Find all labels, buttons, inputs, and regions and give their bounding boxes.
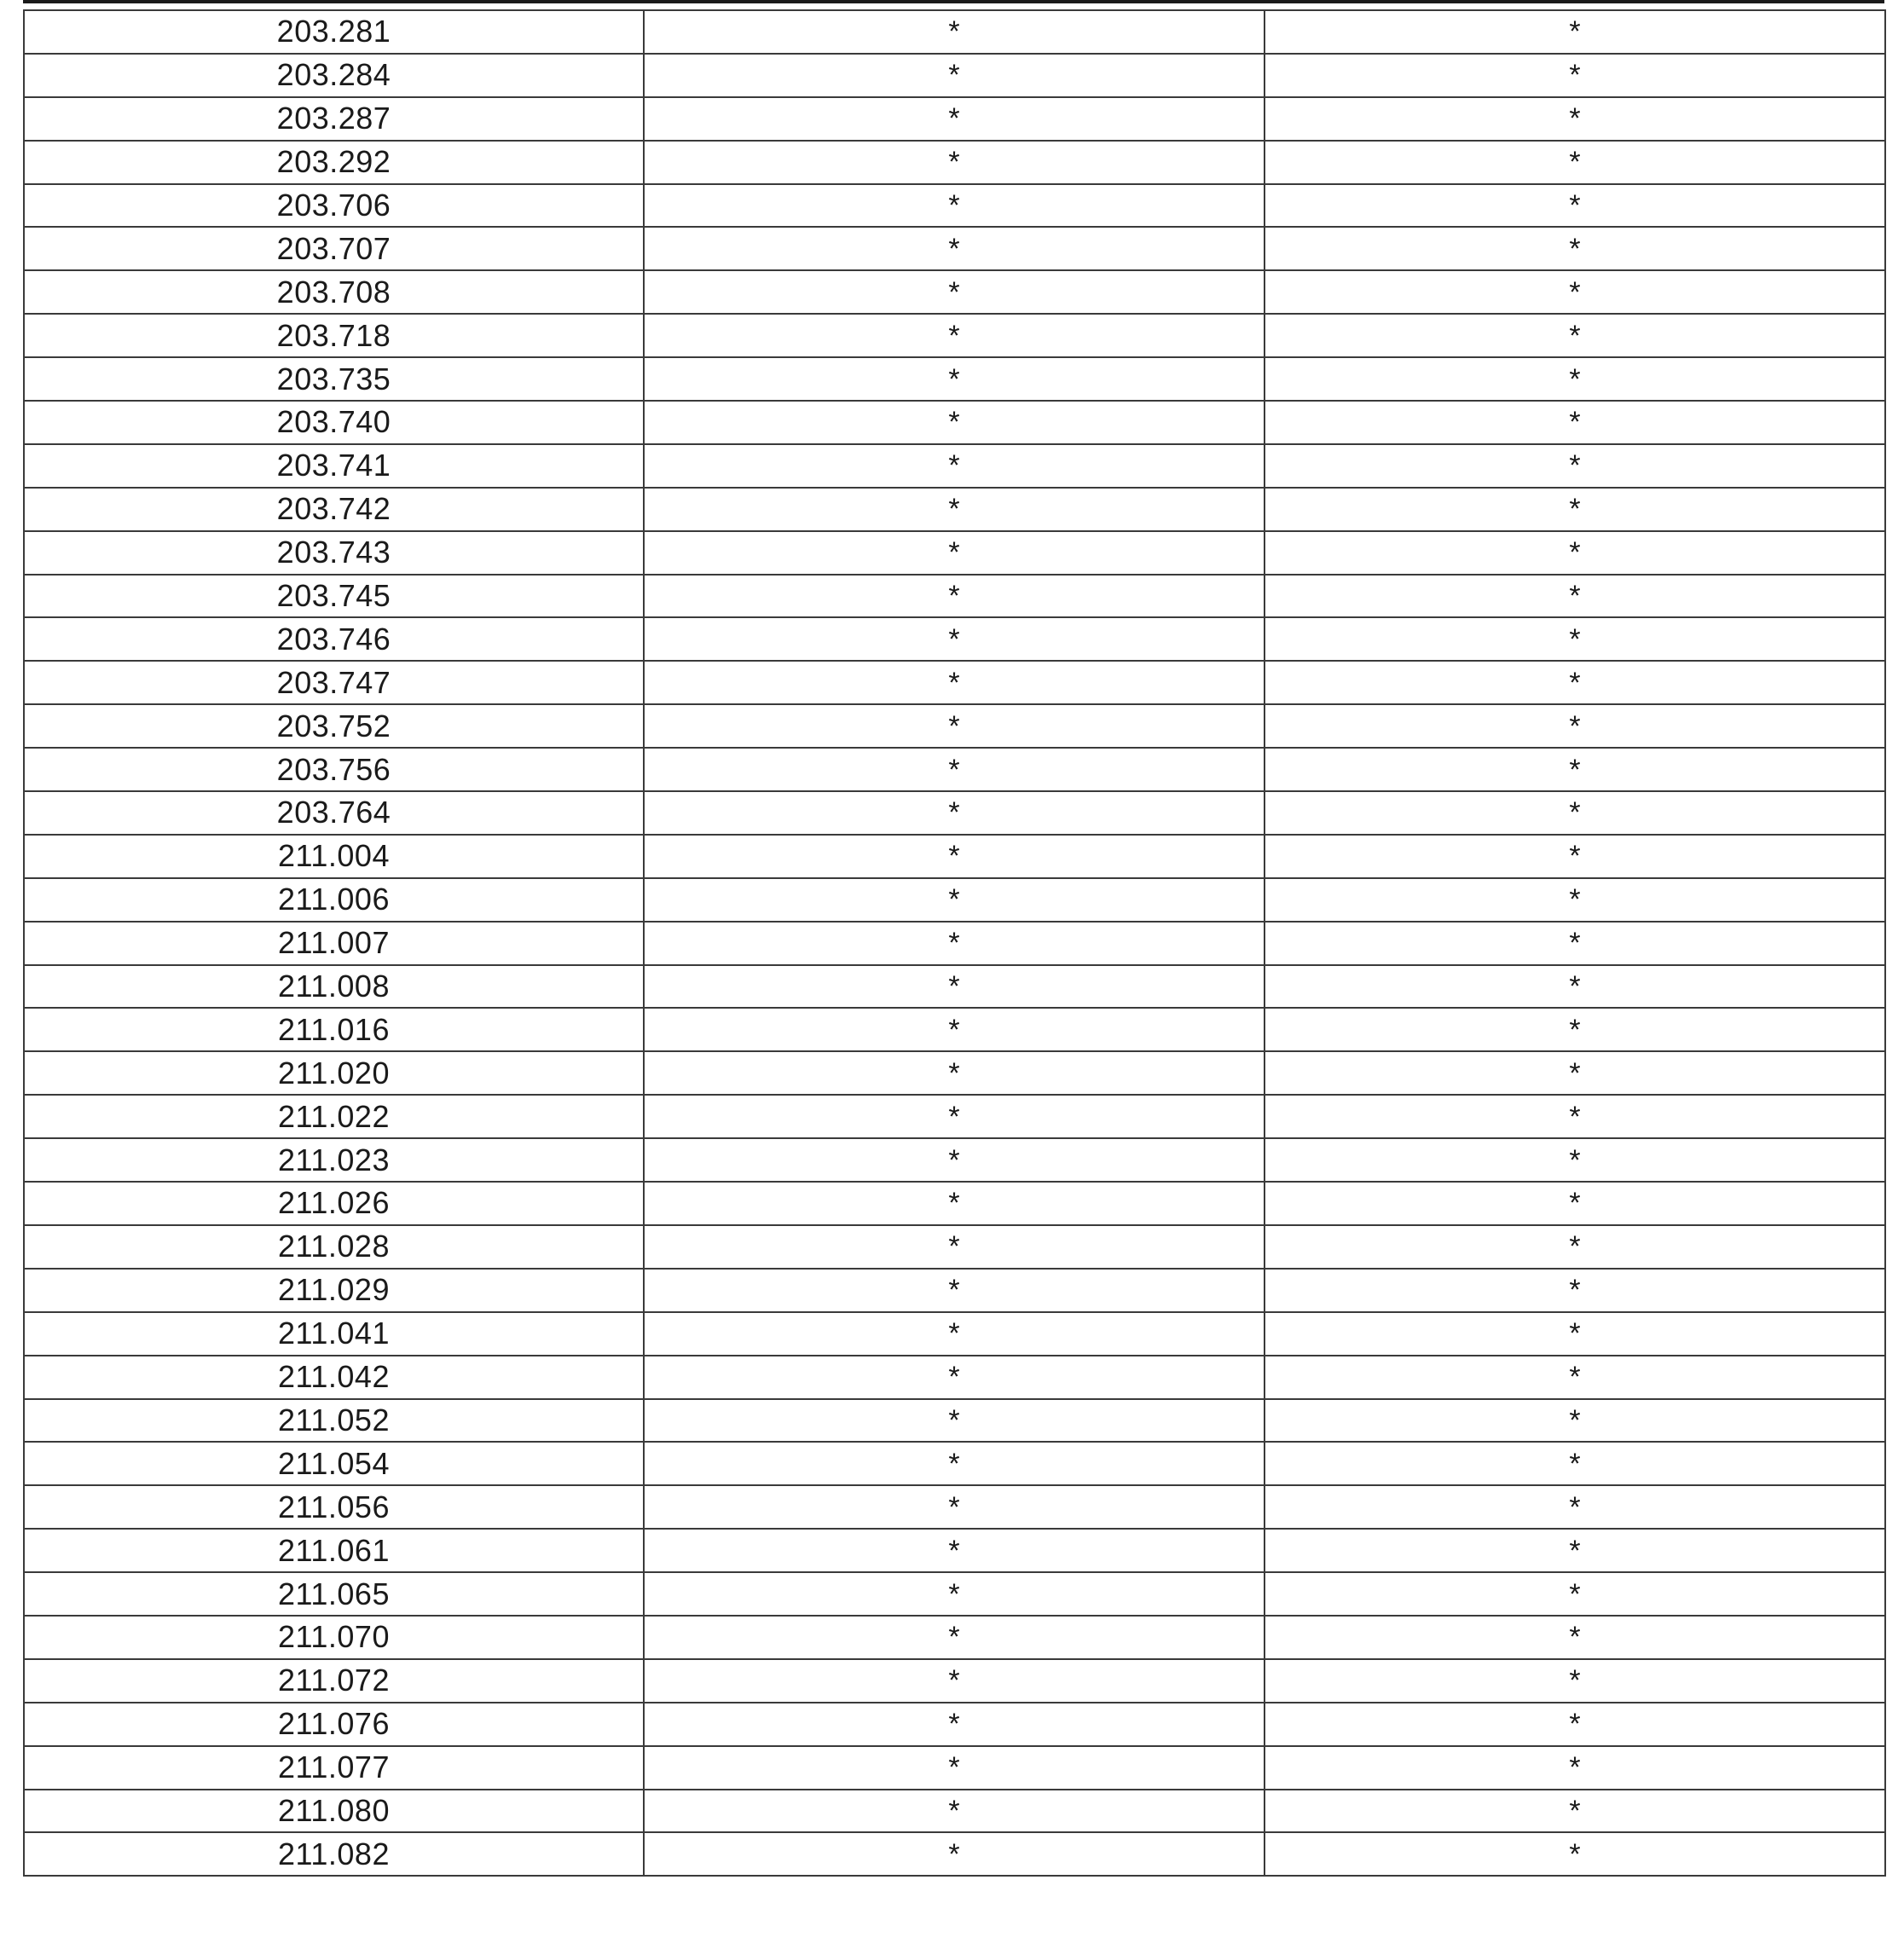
mark-cell-col2: * [644,97,1265,141]
code-cell: 203.743 [24,531,644,575]
mark-cell-col3: * [1265,1182,1885,1225]
table-row [24,1225,1885,1269]
table-row [24,575,1885,618]
code-cell: 211.052 [24,1399,644,1443]
table-row [24,54,1885,97]
code-cell: 211.016 [24,1008,644,1051]
table-row [24,1659,1885,1703]
table-row [24,1703,1885,1746]
mark-cell-col3: * [1265,1051,1885,1095]
code-cell: 211.076 [24,1703,644,1746]
table-row [24,661,1885,704]
mark-cell-col2: * [644,270,1265,314]
code-cell: 211.070 [24,1616,644,1659]
mark-cell-col3: * [1265,10,1885,54]
mark-cell-col3: * [1265,661,1885,704]
mark-cell-col3: * [1265,617,1885,661]
mark-cell-col2: * [644,922,1265,965]
mark-cell-col3: * [1265,54,1885,97]
mark-cell-col2: * [644,704,1265,748]
code-cell: 211.028 [24,1225,644,1269]
code-cell: 203.756 [24,748,644,791]
mark-cell-col3: * [1265,791,1885,835]
mark-cell-col2: * [644,1008,1265,1051]
mark-cell-col3: * [1265,704,1885,748]
mark-cell-col2: * [644,617,1265,661]
table-row [24,1442,1885,1485]
table-row [24,1051,1885,1095]
table-row [24,1572,1885,1616]
table-row [24,1312,1885,1356]
mark-cell-col3: * [1265,401,1885,444]
mark-cell-col2: * [644,791,1265,835]
mark-cell-col2: * [644,227,1265,270]
code-cell: 211.026 [24,1182,644,1225]
table-row [24,1832,1885,1876]
code-cell: 203.745 [24,575,644,618]
mark-cell-col2: * [644,357,1265,401]
code-cell: 211.020 [24,1051,644,1095]
mark-cell-col3: * [1265,1746,1885,1790]
mark-cell-col2: * [644,531,1265,575]
mark-cell-col3: * [1265,1269,1885,1312]
mark-cell-col3: * [1265,314,1885,357]
mark-cell-col2: * [644,1790,1265,1833]
code-cell: 211.004 [24,835,644,878]
code-cell: 203.718 [24,314,644,357]
mark-cell-col3: * [1265,1485,1885,1529]
mark-cell-col3: * [1265,227,1885,270]
table-row [24,1529,1885,1572]
mark-cell-col3: * [1265,1095,1885,1138]
mark-cell-col2: * [644,1703,1265,1746]
mark-cell-col2: * [644,184,1265,228]
code-cell: 203.735 [24,357,644,401]
data-table [23,9,1886,1877]
mark-cell-col2: * [644,1442,1265,1485]
mark-cell-col2: * [644,444,1265,488]
table-row [24,1790,1885,1833]
mark-cell-col2: * [644,314,1265,357]
code-cell: 203.740 [24,401,644,444]
mark-cell-col3: * [1265,1225,1885,1269]
code-cell: 211.007 [24,922,644,965]
mark-cell-col3: * [1265,1616,1885,1659]
table-row [24,97,1885,141]
table-row [24,922,1885,965]
table-row [24,488,1885,531]
mark-cell-col2: * [644,10,1265,54]
mark-cell-col3: * [1265,1832,1885,1876]
mark-cell-col3: * [1265,357,1885,401]
mark-cell-col3: * [1265,575,1885,618]
table-row [24,791,1885,835]
mark-cell-col2: * [644,965,1265,1009]
code-cell: 211.006 [24,878,644,922]
mark-cell-col2: * [644,1616,1265,1659]
table-row [24,1269,1885,1312]
table-row [24,444,1885,488]
mark-cell-col2: * [644,1225,1265,1269]
code-cell: 203.284 [24,54,644,97]
mark-cell-col2: * [644,1095,1265,1138]
mark-cell-col3: * [1265,97,1885,141]
mark-cell-col3: * [1265,1529,1885,1572]
table-row [24,184,1885,228]
mark-cell-col3: * [1265,1790,1885,1833]
code-cell: 211.056 [24,1485,644,1529]
code-cell: 203.708 [24,270,644,314]
mark-cell-col2: * [644,54,1265,97]
mark-cell-col3: * [1265,1703,1885,1746]
table-row [24,227,1885,270]
table-row [24,704,1885,748]
code-cell: 203.706 [24,184,644,228]
mark-cell-col2: * [644,1182,1265,1225]
mark-cell-col2: * [644,575,1265,618]
code-cell: 203.742 [24,488,644,531]
table-row [24,1485,1885,1529]
mark-cell-col3: * [1265,141,1885,184]
mark-cell-col3: * [1265,922,1885,965]
mark-cell-col2: * [644,835,1265,878]
table-row [24,1138,1885,1182]
table-row [24,1356,1885,1399]
table-row [24,1616,1885,1659]
mark-cell-col2: * [644,1746,1265,1790]
code-cell: 211.080 [24,1790,644,1833]
mark-cell-col3: * [1265,878,1885,922]
mark-cell-col2: * [644,401,1265,444]
table-body [24,10,1885,1876]
mark-cell-col3: * [1265,835,1885,878]
code-cell: 203.746 [24,617,644,661]
mark-cell-col2: * [644,1312,1265,1356]
mark-cell-col3: * [1265,1572,1885,1616]
code-cell: 203.741 [24,444,644,488]
table-row [24,748,1885,791]
mark-cell-col2: * [644,878,1265,922]
code-cell: 203.292 [24,141,644,184]
mark-cell-col3: * [1265,1356,1885,1399]
table-row [24,1095,1885,1138]
mark-cell-col3: * [1265,184,1885,228]
code-cell: 211.082 [24,1832,644,1876]
mark-cell-col3: * [1265,748,1885,791]
mark-cell-col3: * [1265,1008,1885,1051]
mark-cell-col3: * [1265,444,1885,488]
mark-cell-col2: * [644,1832,1265,1876]
table-row [24,1008,1885,1051]
mark-cell-col3: * [1265,1138,1885,1182]
mark-cell-col2: * [644,1485,1265,1529]
mark-cell-col3: * [1265,270,1885,314]
mark-cell-col3: * [1265,1659,1885,1703]
mark-cell-col2: * [644,1138,1265,1182]
code-cell: 211.008 [24,965,644,1009]
mark-cell-col2: * [644,748,1265,791]
table-row [24,1399,1885,1443]
code-cell: 211.023 [24,1138,644,1182]
mark-cell-col2: * [644,1529,1265,1572]
code-cell: 211.042 [24,1356,644,1399]
table-row [24,314,1885,357]
code-cell: 211.065 [24,1572,644,1616]
code-cell: 203.747 [24,661,644,704]
mark-cell-col2: * [644,141,1265,184]
code-cell: 203.707 [24,227,644,270]
mark-cell-col2: * [644,1399,1265,1443]
code-cell: 211.029 [24,1269,644,1312]
table-row [24,1746,1885,1790]
table-row [24,878,1885,922]
table-row [24,617,1885,661]
mark-cell-col2: * [644,488,1265,531]
code-cell: 211.041 [24,1312,644,1356]
code-cell: 211.072 [24,1659,644,1703]
table-row [24,270,1885,314]
code-cell: 203.281 [24,10,644,54]
code-cell: 211.061 [24,1529,644,1572]
mark-cell-col3: * [1265,1312,1885,1356]
mark-cell-col3: * [1265,1399,1885,1443]
table-row [24,141,1885,184]
mark-cell-col2: * [644,661,1265,704]
code-cell: 211.077 [24,1746,644,1790]
table-row [24,965,1885,1009]
mark-cell-col2: * [644,1659,1265,1703]
mark-cell-col3: * [1265,531,1885,575]
mark-cell-col2: * [644,1572,1265,1616]
table-row [24,357,1885,401]
table-row [24,10,1885,54]
mark-cell-col3: * [1265,1442,1885,1485]
table-row [24,835,1885,878]
table-row [24,401,1885,444]
code-cell: 203.287 [24,97,644,141]
mark-cell-col3: * [1265,488,1885,531]
mark-cell-col2: * [644,1269,1265,1312]
table-row [24,531,1885,575]
mark-cell-col2: * [644,1051,1265,1095]
code-cell: 203.764 [24,791,644,835]
code-cell: 203.752 [24,704,644,748]
mark-cell-col2: * [644,1356,1265,1399]
code-cell: 211.022 [24,1095,644,1138]
table-row [24,1182,1885,1225]
mark-cell-col3: * [1265,965,1885,1009]
top-rule [23,0,1884,3]
code-cell: 211.054 [24,1442,644,1485]
